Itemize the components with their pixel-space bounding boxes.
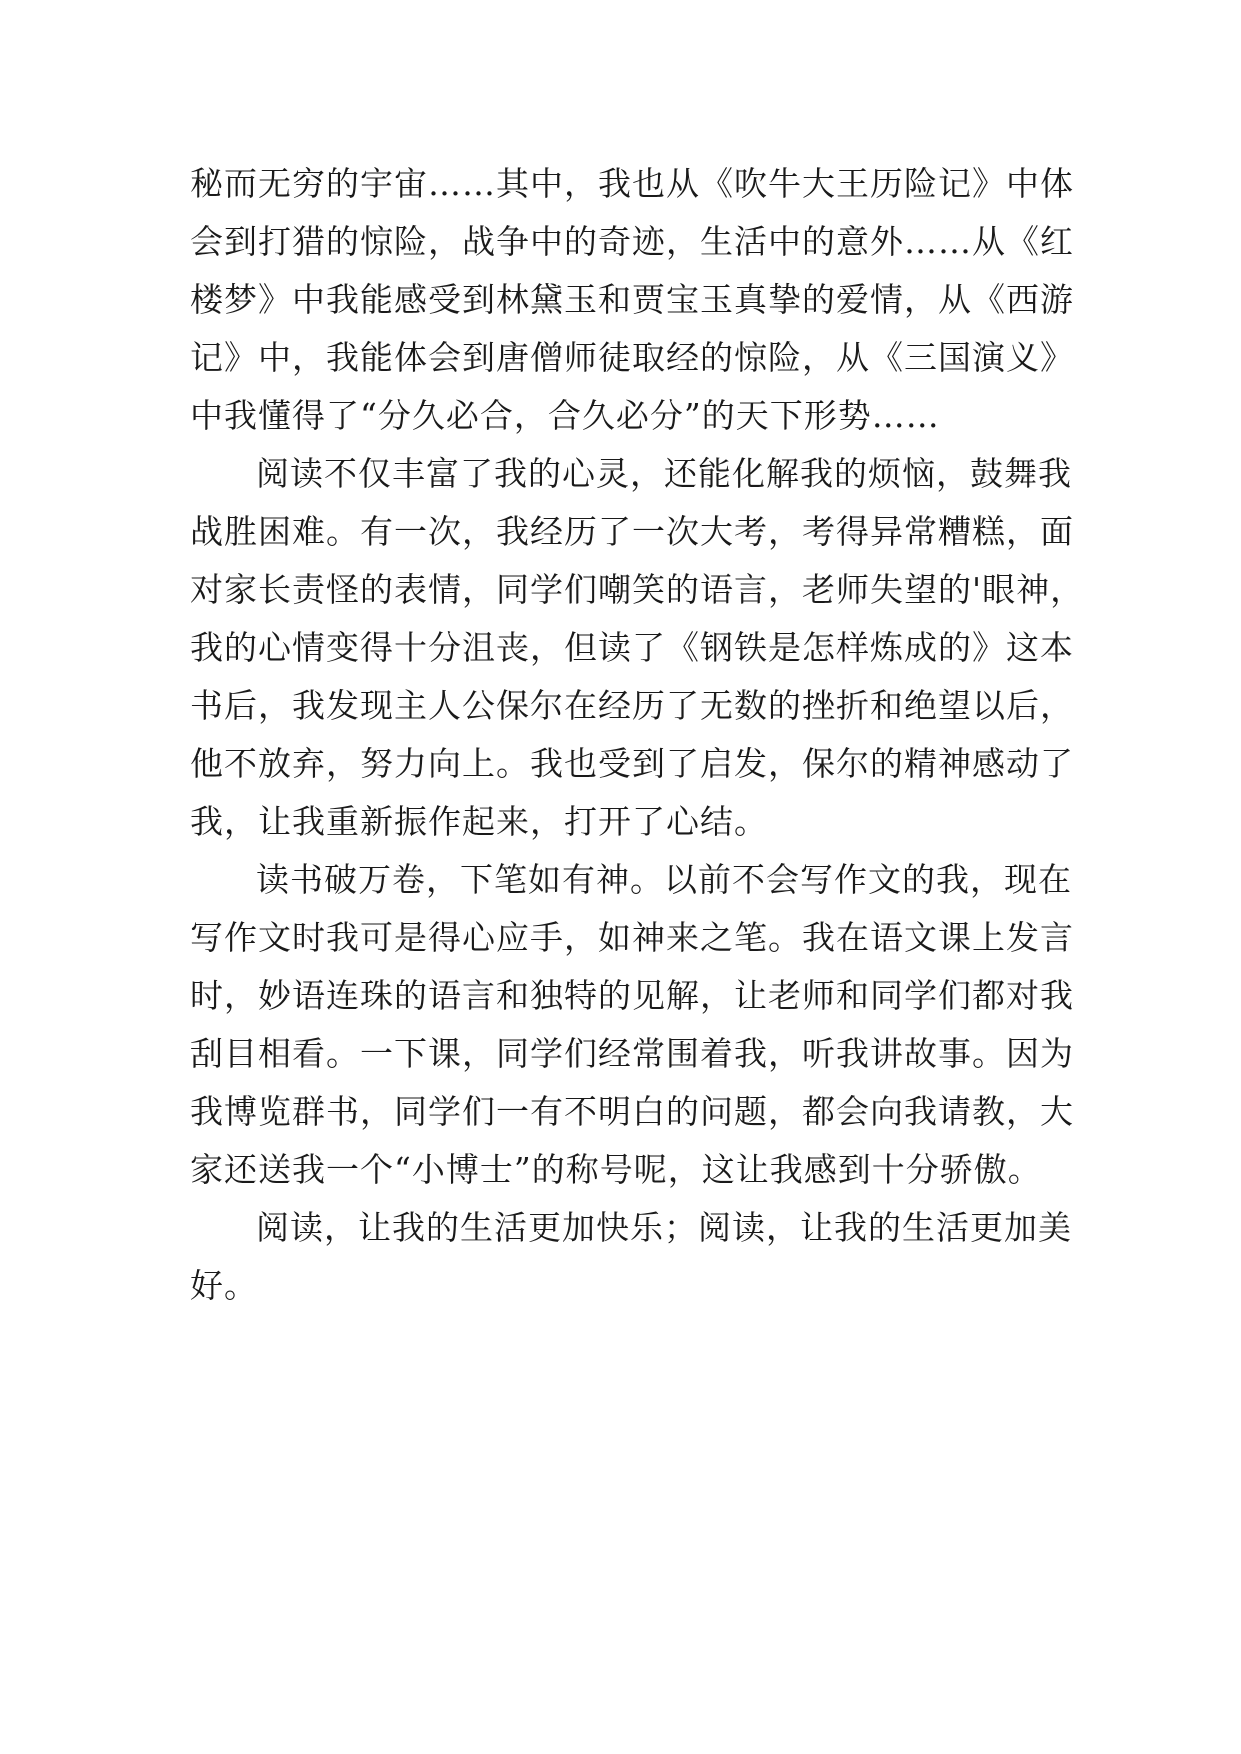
text-line: 读书破万卷，下笔如有神。以前不会写作文的我，现在	[256, 860, 1072, 899]
text-line: 阅读，让我的生活更加快乐；阅读，让我的生活更加美	[256, 1208, 1072, 1247]
text-line: 书后，我发现主人公保尔在经历了无数的挫折和绝望以后，	[190, 686, 1074, 725]
text-line: 楼梦》中我能感受到林黛玉和贾宝玉真挚的爱情，从《西游	[190, 280, 1074, 319]
text-line: 中我懂得了“分久必合，合久必分”的天下形势……	[190, 396, 940, 435]
text-line: 刮目相看。一下课，同学们经常围着我，听我讲故事。因为	[190, 1034, 1074, 1073]
text-line: 我博览群书，同学们一有不明白的问题，都会向我请教，大	[190, 1092, 1074, 1131]
text-line: 会到打猎的惊险，战争中的奇迹，生活中的意外……从《红	[190, 222, 1074, 261]
essay-body	[190, 155, 1085, 1315]
text-line: 战胜困难。有一次，我经历了一次大考，考得异常糟糕，面	[190, 512, 1074, 551]
text-line: 记》中，我能体会到唐僧师徒取经的惊险，从《三国演义》	[190, 338, 1074, 377]
text-line: 好。	[190, 1266, 258, 1305]
text-line: 我，让我重新振作起来，打开了心结。	[190, 802, 768, 841]
paragraph-conclusion	[190, 1199, 1072, 1315]
text-line: 家还送我一个“小博士”的称号呢，这让我感到十分骄傲。	[190, 1150, 1042, 1189]
paragraph-overcoming-difficulty	[190, 445, 1085, 851]
text-line: 他不放弃，努力向上。我也受到了启发，保尔的精神感动了	[190, 744, 1074, 783]
paragraph-writing-skill	[190, 851, 1074, 1199]
text-line: 阅读不仅丰富了我的心灵，还能化解我的烦恼，鼓舞我	[256, 454, 1072, 493]
text-line: 秘而无穷的宇宙……其中，我也从《吹牛大王历险记》中体	[190, 164, 1074, 203]
text-line: 我的心情变得十分沮丧，但读了《钢铁是怎样炼成的》这本	[190, 628, 1074, 667]
text-line: 写作文时我可是得心应手，如神来之笔。我在语文课上发言	[190, 918, 1074, 957]
paragraph-reading-examples	[190, 155, 1074, 445]
text-line: 对家长责怪的表情，同学们嘲笑的语言，老师失望的'眼神，	[190, 570, 1085, 609]
text-line: 时，妙语连珠的语言和独特的见解，让老师和同学们都对我	[190, 976, 1074, 1015]
